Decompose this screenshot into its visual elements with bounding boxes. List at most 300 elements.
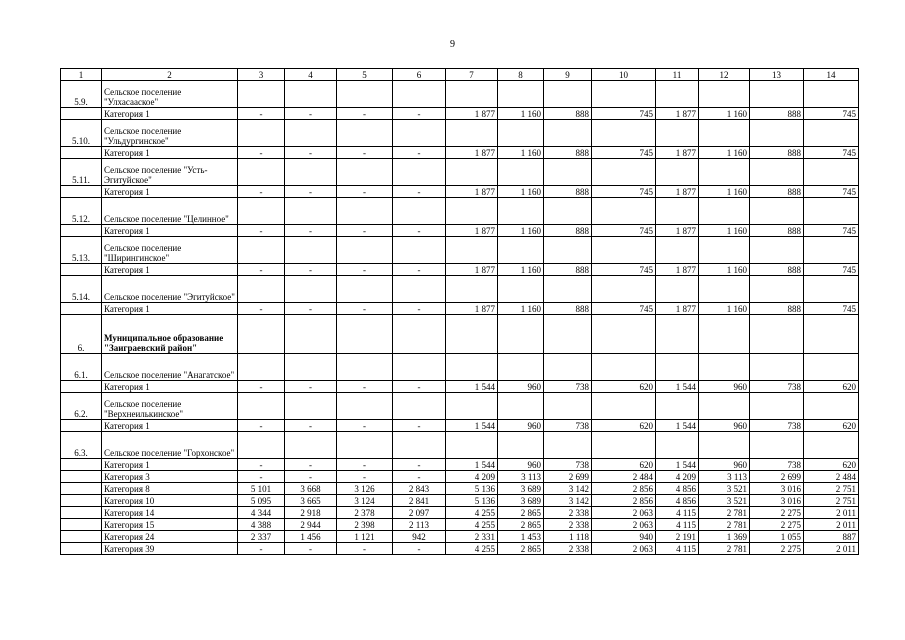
settlement-row <box>61 276 859 303</box>
row-name: Категория 14 <box>102 507 238 519</box>
value-cell-col-10: 620 <box>592 381 656 393</box>
value-cell-col-11: 1 877 <box>656 264 699 276</box>
value-cell-col-10: 745 <box>592 108 656 120</box>
value-cell-col-13: 888 <box>750 108 804 120</box>
value-cell-col-5: - <box>337 471 393 483</box>
row-name: Категория 1 <box>102 186 238 198</box>
row-name: Сельское поселение "Ширингинское" <box>102 237 238 264</box>
value-cell-col-13: 2 275 <box>750 543 804 555</box>
value-cell-col-3: 4 388 <box>238 519 285 531</box>
value-cell-col-6 <box>393 276 446 303</box>
value-cell-col-7: 1 877 <box>446 186 498 198</box>
settlement-row <box>61 354 859 381</box>
value-cell-col-8 <box>498 393 544 420</box>
value-cell-col-10: 2 063 <box>592 519 656 531</box>
value-cell-col-12 <box>699 81 750 108</box>
value-cell-col-12: 960 <box>699 420 750 432</box>
value-cell-col-8: 1 160 <box>498 186 544 198</box>
header-row <box>61 69 859 81</box>
category-row <box>61 519 859 531</box>
value-cell-col-10 <box>592 120 656 147</box>
value-cell-col-7 <box>446 354 498 381</box>
value-cell-col-6 <box>393 393 446 420</box>
value-cell-col-13: 888 <box>750 303 804 315</box>
value-cell-col-6: 2 113 <box>393 519 446 531</box>
value-cell-col-5: - <box>337 543 393 555</box>
value-cell-col-10 <box>592 237 656 264</box>
value-cell-col-4: 3 668 <box>285 483 337 495</box>
value-cell-col-8: 1 160 <box>498 147 544 159</box>
value-cell-col-4: 1 456 <box>285 531 337 543</box>
row-number <box>61 507 102 519</box>
value-cell-col-8: 1 453 <box>498 531 544 543</box>
value-cell-col-11: 1 877 <box>656 303 699 315</box>
value-cell-col-4 <box>285 198 337 225</box>
value-cell-col-13: 3 016 <box>750 495 804 507</box>
value-cell-col-9: 888 <box>544 264 592 276</box>
value-cell-col-9: 888 <box>544 225 592 237</box>
value-cell-col-12: 1 160 <box>699 147 750 159</box>
row-number: 5.9. <box>61 81 102 108</box>
value-cell-col-3: 5 101 <box>238 483 285 495</box>
row-number: 5.13. <box>61 237 102 264</box>
value-cell-col-11: 1 544 <box>656 381 699 393</box>
value-cell-col-7 <box>446 237 498 264</box>
value-cell-col-14: 745 <box>804 147 859 159</box>
value-cell-col-14: 620 <box>804 381 859 393</box>
row-number: 6. <box>61 315 102 354</box>
value-cell-col-11 <box>656 432 699 459</box>
value-cell-col-5: 2 378 <box>337 507 393 519</box>
value-cell-col-12 <box>699 276 750 303</box>
value-cell-col-10: 2 856 <box>592 495 656 507</box>
value-cell-col-9: 888 <box>544 108 592 120</box>
value-cell-col-3 <box>238 315 285 354</box>
value-cell-col-13 <box>750 81 804 108</box>
value-cell-col-10 <box>592 354 656 381</box>
category-row <box>61 108 859 120</box>
value-cell-col-8: 3 113 <box>498 471 544 483</box>
value-cell-col-5: - <box>337 459 393 471</box>
value-cell-col-4 <box>285 354 337 381</box>
value-cell-col-11 <box>656 354 699 381</box>
value-cell-col-12: 960 <box>699 459 750 471</box>
value-cell-col-10: 745 <box>592 225 656 237</box>
value-cell-col-9: 3 142 <box>544 495 592 507</box>
value-cell-col-3: 2 337 <box>238 531 285 543</box>
value-cell-col-5: 3 126 <box>337 483 393 495</box>
value-cell-col-10 <box>592 393 656 420</box>
value-cell-col-13: 738 <box>750 381 804 393</box>
value-cell-col-3: - <box>238 264 285 276</box>
value-cell-col-8 <box>498 81 544 108</box>
value-cell-col-3: - <box>238 225 285 237</box>
value-cell-col-6: - <box>393 303 446 315</box>
value-cell-col-10: 745 <box>592 147 656 159</box>
value-cell-col-13 <box>750 198 804 225</box>
value-cell-col-9: 738 <box>544 459 592 471</box>
value-cell-col-14 <box>804 354 859 381</box>
row-name: Категория 3 <box>102 471 238 483</box>
category-row <box>61 483 859 495</box>
row-name: Категория 10 <box>102 495 238 507</box>
value-cell-col-12: 2 781 <box>699 543 750 555</box>
value-cell-col-13: 888 <box>750 186 804 198</box>
value-cell-col-12 <box>699 354 750 381</box>
value-cell-col-10 <box>592 432 656 459</box>
value-cell-col-13: 738 <box>750 420 804 432</box>
value-cell-col-10: 2 063 <box>592 543 656 555</box>
value-cell-col-5: - <box>337 108 393 120</box>
value-cell-col-4: 2 918 <box>285 507 337 519</box>
value-cell-col-7: 1 877 <box>446 147 498 159</box>
value-cell-col-7 <box>446 159 498 186</box>
value-cell-col-13 <box>750 315 804 354</box>
row-number <box>61 186 102 198</box>
value-cell-col-12 <box>699 237 750 264</box>
row-number: 6.1. <box>61 354 102 381</box>
category-row <box>61 543 859 555</box>
row-name: Категория 1 <box>102 303 238 315</box>
header-cell-4: 4 <box>285 69 337 81</box>
value-cell-col-14: 2 751 <box>804 483 859 495</box>
value-cell-col-11 <box>656 276 699 303</box>
value-cell-col-4 <box>285 237 337 264</box>
header-cell-14: 14 <box>804 69 859 81</box>
value-cell-col-10: 745 <box>592 303 656 315</box>
value-cell-col-3 <box>238 159 285 186</box>
header-cell-6: 6 <box>393 69 446 81</box>
value-cell-col-3 <box>238 276 285 303</box>
value-cell-col-5: - <box>337 420 393 432</box>
settlement-row <box>61 237 859 264</box>
header-cell-7: 7 <box>446 69 498 81</box>
settlement-row <box>61 120 859 147</box>
row-number: 5.14. <box>61 276 102 303</box>
value-cell-col-4 <box>285 432 337 459</box>
row-number <box>61 225 102 237</box>
value-cell-col-14: 620 <box>804 420 859 432</box>
value-cell-col-10: 2 063 <box>592 507 656 519</box>
value-cell-col-14 <box>804 159 859 186</box>
value-cell-col-9: 3 142 <box>544 483 592 495</box>
category-row <box>61 225 859 237</box>
value-cell-col-12: 3 113 <box>699 471 750 483</box>
row-name: Сельское поселение "Усть-Эгитуйское" <box>102 159 238 186</box>
value-cell-col-14: 2 011 <box>804 519 859 531</box>
row-number <box>61 264 102 276</box>
value-cell-col-8: 2 865 <box>498 519 544 531</box>
value-cell-col-8 <box>498 198 544 225</box>
header-cell-8: 8 <box>498 69 544 81</box>
value-cell-col-11 <box>656 393 699 420</box>
value-cell-col-9 <box>544 354 592 381</box>
value-cell-col-9: 738 <box>544 381 592 393</box>
value-cell-col-14: 745 <box>804 108 859 120</box>
value-cell-col-8: 1 160 <box>498 264 544 276</box>
row-number <box>61 420 102 432</box>
row-number <box>61 108 102 120</box>
value-cell-col-11: 1 877 <box>656 186 699 198</box>
value-cell-col-11: 1 877 <box>656 147 699 159</box>
value-cell-col-4 <box>285 315 337 354</box>
value-cell-col-3 <box>238 120 285 147</box>
value-cell-col-5: 2 398 <box>337 519 393 531</box>
value-cell-col-6: 942 <box>393 531 446 543</box>
row-number <box>61 459 102 471</box>
value-cell-col-6: - <box>393 381 446 393</box>
value-cell-col-6: - <box>393 147 446 159</box>
row-number <box>61 381 102 393</box>
value-cell-col-10: 2 484 <box>592 471 656 483</box>
value-cell-col-10 <box>592 198 656 225</box>
value-cell-col-6: - <box>393 264 446 276</box>
value-cell-col-5 <box>337 315 393 354</box>
value-cell-col-6 <box>393 198 446 225</box>
value-cell-col-4: - <box>285 225 337 237</box>
value-cell-col-11: 1 544 <box>656 420 699 432</box>
value-cell-col-12 <box>699 159 750 186</box>
value-cell-col-10: 940 <box>592 531 656 543</box>
value-cell-col-11 <box>656 159 699 186</box>
value-cell-col-9: 2 338 <box>544 519 592 531</box>
header-cell-3: 3 <box>238 69 285 81</box>
value-cell-col-8: 2 865 <box>498 507 544 519</box>
row-number <box>61 495 102 507</box>
value-cell-col-5 <box>337 198 393 225</box>
value-cell-col-12 <box>699 198 750 225</box>
value-cell-col-9: 888 <box>544 186 592 198</box>
value-cell-col-7 <box>446 81 498 108</box>
row-name: Сельское поселение "Целинное" <box>102 198 238 225</box>
value-cell-col-10 <box>592 276 656 303</box>
value-cell-col-5 <box>337 432 393 459</box>
value-cell-col-6 <box>393 237 446 264</box>
category-row <box>61 264 859 276</box>
row-name: Сельское поселение "Ульдургинское" <box>102 120 238 147</box>
value-cell-col-4 <box>285 120 337 147</box>
value-cell-col-8: 960 <box>498 381 544 393</box>
value-cell-col-4: - <box>285 264 337 276</box>
value-cell-col-14: 745 <box>804 225 859 237</box>
value-cell-col-9: 2 338 <box>544 507 592 519</box>
value-cell-col-6: 2 841 <box>393 495 446 507</box>
value-cell-col-13 <box>750 120 804 147</box>
value-cell-col-9: 888 <box>544 147 592 159</box>
value-cell-col-10 <box>592 315 656 354</box>
value-cell-col-4 <box>285 81 337 108</box>
row-number <box>61 471 102 483</box>
category-row <box>61 507 859 519</box>
value-cell-col-8: 1 160 <box>498 303 544 315</box>
value-cell-col-5 <box>337 354 393 381</box>
value-cell-col-12: 1 160 <box>699 108 750 120</box>
row-number <box>61 483 102 495</box>
value-cell-col-3: 5 095 <box>238 495 285 507</box>
value-cell-col-6: - <box>393 459 446 471</box>
value-cell-col-4: 2 944 <box>285 519 337 531</box>
value-cell-col-8 <box>498 237 544 264</box>
category-row <box>61 420 859 432</box>
settlement-row <box>61 159 859 186</box>
value-cell-col-5: 3 124 <box>337 495 393 507</box>
value-cell-col-7 <box>446 393 498 420</box>
value-cell-col-3 <box>238 354 285 381</box>
value-cell-col-10: 620 <box>592 459 656 471</box>
value-cell-col-5: - <box>337 303 393 315</box>
header-cell-12: 12 <box>699 69 750 81</box>
value-cell-col-9: 1 118 <box>544 531 592 543</box>
row-name: Категория 1 <box>102 225 238 237</box>
value-cell-col-5 <box>337 81 393 108</box>
value-cell-col-3: - <box>238 147 285 159</box>
value-cell-col-4: - <box>285 147 337 159</box>
value-cell-col-12: 3 521 <box>699 495 750 507</box>
value-cell-col-11 <box>656 315 699 354</box>
value-cell-col-8 <box>498 120 544 147</box>
value-cell-col-3 <box>238 198 285 225</box>
value-cell-col-8 <box>498 315 544 354</box>
value-cell-col-4: - <box>285 543 337 555</box>
value-cell-col-3: - <box>238 108 285 120</box>
value-cell-col-7: 5 136 <box>446 495 498 507</box>
value-cell-col-14: 887 <box>804 531 859 543</box>
value-cell-col-3: 4 344 <box>238 507 285 519</box>
value-cell-col-7 <box>446 315 498 354</box>
value-cell-col-12: 3 521 <box>699 483 750 495</box>
value-cell-col-7: 1 544 <box>446 459 498 471</box>
value-cell-col-10 <box>592 81 656 108</box>
value-cell-col-14 <box>804 432 859 459</box>
row-number: 5.10. <box>61 120 102 147</box>
value-cell-col-11 <box>656 237 699 264</box>
value-cell-col-4: - <box>285 303 337 315</box>
value-cell-col-5: - <box>337 225 393 237</box>
value-cell-col-7: 1 877 <box>446 108 498 120</box>
value-cell-col-11: 1 877 <box>656 225 699 237</box>
value-cell-col-3 <box>238 81 285 108</box>
value-cell-col-14 <box>804 276 859 303</box>
value-cell-col-6: 2 097 <box>393 507 446 519</box>
settlement-row <box>61 393 859 420</box>
value-cell-col-13: 888 <box>750 225 804 237</box>
header-cell-9: 9 <box>544 69 592 81</box>
value-cell-col-12 <box>699 393 750 420</box>
row-name: Сельское поселение "Эгитуйское" <box>102 276 238 303</box>
value-cell-col-11: 1 544 <box>656 459 699 471</box>
value-cell-col-4: - <box>285 108 337 120</box>
value-cell-col-13: 738 <box>750 459 804 471</box>
value-cell-col-11 <box>656 198 699 225</box>
value-cell-col-13 <box>750 354 804 381</box>
row-name: Категория 1 <box>102 381 238 393</box>
value-cell-col-3 <box>238 393 285 420</box>
value-cell-col-5: - <box>337 264 393 276</box>
value-cell-col-4: - <box>285 420 337 432</box>
value-cell-col-8: 3 689 <box>498 483 544 495</box>
category-row <box>61 147 859 159</box>
value-cell-col-12: 1 160 <box>699 303 750 315</box>
row-name: Категория 1 <box>102 108 238 120</box>
value-cell-col-5 <box>337 393 393 420</box>
value-cell-col-13: 888 <box>750 147 804 159</box>
value-cell-col-8: 960 <box>498 420 544 432</box>
value-cell-col-14: 620 <box>804 459 859 471</box>
municipality-row <box>61 315 859 354</box>
value-cell-col-9: 2 338 <box>544 543 592 555</box>
value-cell-col-5: - <box>337 147 393 159</box>
row-number <box>61 531 102 543</box>
value-cell-col-4 <box>285 276 337 303</box>
row-name: Категория 1 <box>102 459 238 471</box>
value-cell-col-6: - <box>393 420 446 432</box>
settlement-row <box>61 198 859 225</box>
value-cell-col-5 <box>337 237 393 264</box>
value-cell-col-13 <box>750 432 804 459</box>
value-cell-col-10: 2 856 <box>592 483 656 495</box>
value-cell-col-3: - <box>238 303 285 315</box>
value-cell-col-10: 745 <box>592 264 656 276</box>
row-name: Сельское поселение "Горхонское" <box>102 432 238 459</box>
header-cell-2: 2 <box>102 69 238 81</box>
value-cell-col-12 <box>699 432 750 459</box>
value-cell-col-8 <box>498 276 544 303</box>
value-cell-col-5 <box>337 276 393 303</box>
value-cell-col-12: 1 369 <box>699 531 750 543</box>
value-cell-col-13: 1 055 <box>750 531 804 543</box>
value-cell-col-5 <box>337 120 393 147</box>
value-cell-col-14: 2 011 <box>804 507 859 519</box>
value-cell-col-14 <box>804 120 859 147</box>
value-cell-col-11: 4 115 <box>656 507 699 519</box>
value-cell-col-7 <box>446 276 498 303</box>
row-name: Категория 1 <box>102 147 238 159</box>
category-row <box>61 471 859 483</box>
row-name: Категория 39 <box>102 543 238 555</box>
value-cell-col-6: - <box>393 471 446 483</box>
row-name: Категория 1 <box>102 420 238 432</box>
category-row <box>61 495 859 507</box>
value-cell-col-12: 1 160 <box>699 264 750 276</box>
value-cell-col-11: 4 856 <box>656 483 699 495</box>
value-cell-col-6 <box>393 81 446 108</box>
value-cell-col-7: 5 136 <box>446 483 498 495</box>
value-cell-col-7 <box>446 120 498 147</box>
value-cell-col-5 <box>337 159 393 186</box>
value-cell-col-9 <box>544 315 592 354</box>
row-number: 6.3. <box>61 432 102 459</box>
value-cell-col-8: 2 865 <box>498 543 544 555</box>
header-cell-10: 10 <box>592 69 656 81</box>
value-cell-col-7: 4 255 <box>446 519 498 531</box>
value-cell-col-9: 738 <box>544 420 592 432</box>
value-cell-col-6 <box>393 120 446 147</box>
value-cell-col-12 <box>699 120 750 147</box>
value-cell-col-12: 2 781 <box>699 519 750 531</box>
value-cell-col-12: 1 160 <box>699 186 750 198</box>
value-cell-col-9 <box>544 393 592 420</box>
row-name: Категория 8 <box>102 483 238 495</box>
value-cell-col-7: 1 877 <box>446 225 498 237</box>
value-cell-col-11: 4 115 <box>656 519 699 531</box>
value-cell-col-6: - <box>393 108 446 120</box>
value-cell-col-5: - <box>337 186 393 198</box>
value-cell-col-13 <box>750 393 804 420</box>
header-cell-11: 11 <box>656 69 699 81</box>
value-cell-col-7: 2 331 <box>446 531 498 543</box>
value-cell-col-7: 1 877 <box>446 264 498 276</box>
value-cell-col-5: 1 121 <box>337 531 393 543</box>
